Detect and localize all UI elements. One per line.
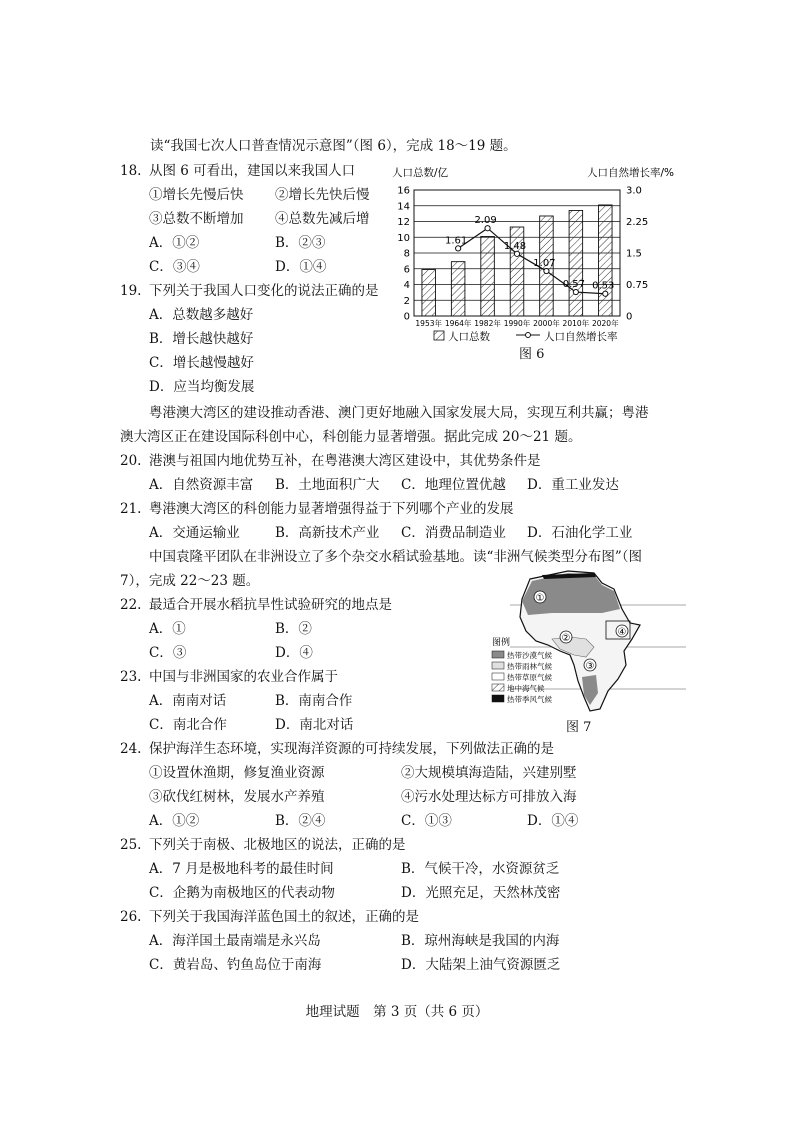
figure-6-caption: 图 6 (519, 347, 545, 362)
population-bar (599, 205, 613, 316)
q24-statement-1: ①设置休渔期，修复渔业资源 (149, 765, 325, 781)
page-footer: 地理试题 第 3 页（共 6 页） (305, 1004, 489, 1020)
x-tick-label: 1953年 (415, 319, 443, 328)
right-tick-label: 0.75 (626, 280, 649, 291)
q24-statement-3: ③砍伐红树林，发展水产养殖 (149, 789, 325, 805)
q23-option-a[interactable]: A．南南对话 (149, 693, 227, 709)
q20-stem: 港澳与祖国内地优势互补，在粤港澳大湾区建设中，其优势条件是 (149, 453, 541, 469)
legend-label-mediterranean: 地中海气候 (507, 684, 545, 693)
left-tick-label: 6 (403, 264, 410, 276)
q19-option-c[interactable]: C．增长越慢越好 (149, 355, 254, 371)
q26-stem: 下列关于我国海洋蓝色国土的叙述，正确的是 (149, 909, 419, 925)
legend-bar-swatch (434, 331, 444, 340)
growth-rate-label: 0.53 (592, 280, 615, 292)
q19-number: 19. (120, 283, 142, 299)
q25-option-c[interactable]: C．企鹅为南极地区的代表动物 (149, 885, 335, 901)
q24-option-c[interactable]: C．①③ (401, 813, 452, 829)
intro-20-21-line1: 粤港澳大湾区的建设推动香港、澳门更好地融入国家发展大局，实现互利共赢；粤港 (149, 405, 649, 421)
q19-option-a[interactable]: A．总数越多越好 (149, 307, 254, 323)
left-tick-label: 8 (403, 248, 410, 260)
legend-swatch-mediterranean (492, 684, 504, 691)
left-tick-label: 12 (397, 217, 410, 228)
map-legend-title: 图例 (492, 638, 511, 648)
q24-option-d[interactable]: D．①④ (527, 813, 579, 829)
figure-7-caption: 图 7 (566, 720, 592, 735)
x-tick-label: 1964年 (444, 319, 472, 328)
q20-option-d[interactable]: D．重工业发达 (527, 477, 619, 493)
q25-stem: 下列关于南极、北极地区的说法，正确的是 (149, 837, 406, 853)
q21-stem: 粤港澳大湾区的科创能力显著增强得益于下列哪个产业的发展 (149, 501, 514, 517)
map-legend (492, 636, 552, 704)
q19-option-b[interactable]: B．增长越快越好 (149, 331, 254, 347)
growth-rate-label: 0.57 (562, 279, 585, 291)
q20-option-c[interactable]: C．地理位置优越 (401, 477, 506, 493)
intro-20-21-line2: 澳大湾区正在建设国际科创中心，科创能力显著增强。据此完成 20～21 题。 (120, 429, 582, 445)
left-axis-title: 人口总数/亿 (392, 167, 449, 179)
legend-line-marker (526, 333, 531, 338)
q26-option-d[interactable]: D．大陆架上油气资源匮乏 (401, 957, 561, 973)
left-tick-label: 16 (397, 185, 410, 197)
q25-option-a[interactable]: A．7 月是极地科考的最佳时间 (149, 861, 334, 877)
q18-stem: 从图 6 可看出，建国以来我国人口 (149, 163, 356, 179)
q24-statement-2: ②大规模填海造陆，兴建别墅 (401, 765, 577, 781)
q23-stem: 中国与非洲国家的农业合作属于 (149, 669, 338, 685)
q22-option-a[interactable]: A．① (149, 621, 186, 637)
right-tick-label: 2.25 (626, 217, 649, 228)
x-tick-label: 2010年 (562, 319, 590, 328)
q24-statement-4: ④污水处理达标方可排放入海 (401, 789, 577, 805)
q24-number: 24. (120, 741, 142, 757)
right-tick-label: 0 (626, 311, 633, 323)
legend-swatch-monsoon (492, 695, 504, 702)
right-tick-label: 1.5 (626, 248, 642, 260)
legend-swatch-desert (492, 651, 504, 658)
growth-rate-point (603, 291, 608, 296)
q21-number: 21. (120, 501, 142, 517)
q19-option-d[interactable]: D．应当均衡发展 (149, 379, 255, 395)
growth-rate-label: 1.61 (445, 235, 468, 247)
africa-climate-map (490, 565, 690, 715)
intro-22-23-line2: 7），完成 22～23 题。 (120, 573, 260, 589)
left-tick-label: 14 (397, 201, 410, 213)
left-tick-label: 10 (397, 232, 410, 244)
growth-rate-label: 1.48 (503, 240, 527, 252)
q22-option-c[interactable]: C．③ (149, 645, 187, 661)
q25-option-d[interactable]: D．光照充足，天然林茂密 (401, 885, 561, 901)
q23-option-b[interactable]: B．南南合作 (275, 693, 353, 709)
population-census-chart (368, 160, 684, 360)
q18-option-d[interactable]: D．①④ (275, 259, 327, 275)
q21-option-d[interactable]: D．石油化学工业 (527, 525, 633, 541)
marker-3-label: ③ (585, 661, 595, 672)
q25-number: 25. (120, 837, 142, 853)
legend-label-savanna: 热带草原气候 (507, 673, 552, 682)
legend-swatch-rainforest (492, 662, 504, 669)
growth-rate-point (514, 251, 519, 256)
x-tick-label: 1990年 (503, 319, 531, 328)
q18-number: 18. (120, 163, 142, 179)
q22-option-b[interactable]: B．② (275, 621, 312, 637)
q22-stem: 最适合开展水稻抗旱性试验研究的地点是 (149, 597, 392, 613)
legend-bar-label: 人口总数 (448, 331, 490, 343)
q21-option-a[interactable]: A．交通运输业 (149, 525, 240, 541)
population-bar (451, 262, 465, 316)
x-tick-label: 2020年 (591, 319, 619, 328)
q18-option-a[interactable]: A．①② (149, 235, 200, 251)
q26-number: 26. (120, 909, 142, 925)
legend-swatch-savanna (492, 673, 504, 680)
population-bar (481, 236, 495, 316)
intro-18-19: 读“我国七次人口普查情况示意图”（图 6），完成 18～19 题。 (150, 138, 517, 154)
q23-number: 23. (120, 669, 142, 685)
left-tick-label: 4 (403, 280, 410, 291)
q22-number: 22. (120, 597, 142, 613)
left-tick-label: 0 (403, 311, 410, 323)
q26-option-b[interactable]: B．琼州海峡是我国的内海 (401, 933, 560, 949)
q22-option-d[interactable]: D．④ (275, 645, 313, 661)
legend-label-desert: 热带沙漠气候 (507, 651, 552, 660)
growth-rate-point (485, 226, 490, 231)
growth-rate-label: 1.07 (533, 258, 556, 270)
q23-option-c[interactable]: C．南北合作 (149, 717, 227, 733)
q18-statement-2: ②增长先快后慢 (275, 187, 370, 203)
q18-option-b[interactable]: B．②③ (275, 235, 326, 251)
q18-option-c[interactable]: C．③④ (149, 259, 200, 275)
left-tick-label: 2 (403, 295, 410, 307)
right-tick-label: 3.0 (626, 185, 642, 197)
population-bar (569, 210, 583, 316)
right-axis-title: 人口自然增长率/% (586, 167, 674, 179)
q21-option-b[interactable]: B．高新技术产业 (275, 525, 380, 541)
legend-label-monsoon: 热带季风气候 (507, 695, 552, 704)
x-tick-label: 2000年 (533, 319, 560, 328)
legend-line-label: 人口自然增长率 (544, 331, 618, 343)
q26-option-a[interactable]: A．海洋国土最南端是永兴岛 (149, 933, 321, 949)
q23-option-d[interactable]: D．南北对话 (275, 717, 354, 733)
marker-2-label: ② (561, 633, 571, 644)
q21-option-c[interactable]: C．消费品制造业 (401, 525, 506, 541)
q18-statement-1: ①增长先慢后快 (149, 187, 244, 203)
q20-option-a[interactable]: A．自然资源丰富 (149, 477, 254, 493)
growth-rate-point (544, 268, 549, 273)
q25-option-b[interactable]: B．气候干冷，水资源贫乏 (401, 861, 560, 877)
q26-option-c[interactable]: C．黄岩岛、钓鱼岛位于南海 (149, 957, 322, 973)
chart-legend (434, 330, 618, 343)
marker-1-label: ① (535, 593, 545, 604)
q24-option-a[interactable]: A．①② (149, 813, 200, 829)
q24-stem: 保护海洋生态环境，实现海洋资源的可持续发展，下列做法正确的是 (149, 741, 554, 757)
q19-stem: 下列关于我国人口变化的说法正确的是 (149, 283, 379, 299)
x-tick-label: 1982年 (474, 319, 501, 328)
q20-option-b[interactable]: B．土地面积广大 (275, 477, 380, 493)
q18-statement-4: ④总数先减后增 (275, 211, 370, 227)
marker-4-label: ④ (617, 627, 627, 638)
population-bar (422, 270, 436, 316)
q24-option-b[interactable]: B．②④ (275, 813, 326, 829)
growth-rate-point (573, 289, 578, 294)
legend-label-rainforest: 热带雨林气候 (507, 662, 552, 671)
growth-rate-point (456, 246, 461, 251)
q20-number: 20. (120, 453, 142, 469)
growth-rate-label: 2.09 (474, 215, 497, 227)
q18-statement-3: ③总数不断增加 (149, 211, 244, 227)
intro-22-23-line1: 中国袁隆平团队在非洲设立了多个杂交水稻试验基地。读“非洲气候类型分布图”（图 (149, 549, 643, 565)
